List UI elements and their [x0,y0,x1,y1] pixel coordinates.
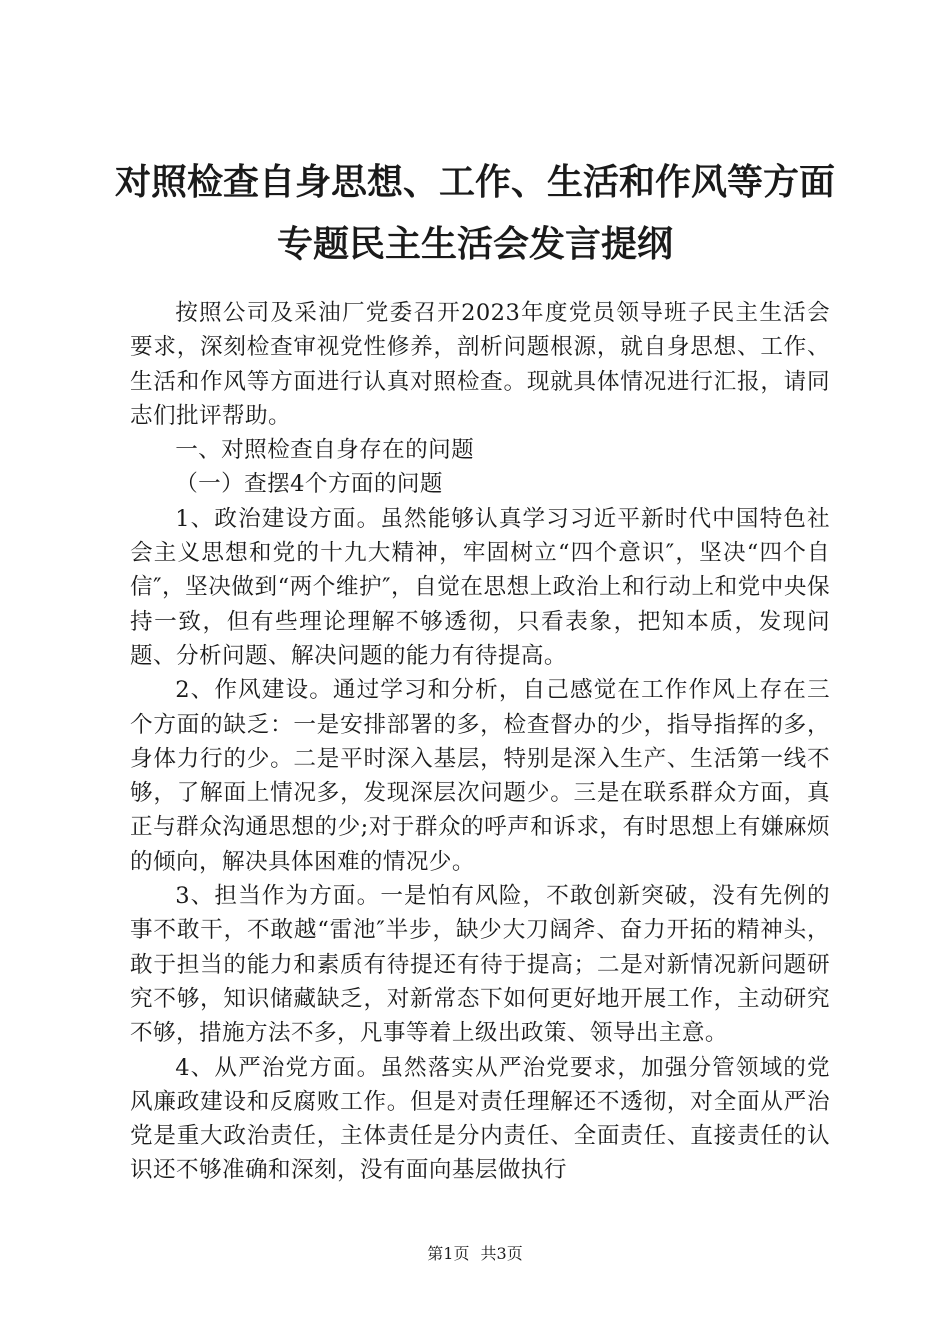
paragraph-party-governance: 4、从严治党方面。虽然落实从严治党要求，加强分管领域的党风廉政建设和反腐败工作。但是对责任理解还不透彻，对全面从严治党是重大政治责任，主体责任是分内责任、全面责任、直接责任的认识还不够准确和深刻，没有面向基层做执行 [130,1054,830,1184]
subsection-heading: （一）查摆4个方面的问题 [175,471,443,498]
paragraph-political-building: 1、政治建设方面。虽然能够认真学习习近平新时代中国特色社会主义思想和党的十九大精神，牢固树立“四个意识″，坚决“四个自信″，坚决做到“两个维护″，自觉在思想上政治上和行动上和党中央保持一致，但有些理论理解不够透彻，只看表象，把知本质，发现问题、分析问题、解决问题的能力有待提高。 [130,505,830,669]
document-title-line-2: 专题民主生活会发言提纲 [276,223,673,265]
page-number: 第1页 [427,1244,470,1263]
document-body [130,296,830,1188]
intro-paragraph: 按照公司及采油厂党委召开2023年度党员领导班子民主生活会要求，深刻检查审视党性修养，剖析问题根源，就自身思想、工作、生活和作风等方面进行认真对照检查。现就具体情况进行汇报，请同志们批评帮助。 [130,300,830,429]
paragraph-work-style: 2、作风建设。通过学习和分析，自己感觉在工作作风上存在三个方面的缺乏：一是安排部署的多，检查督办的少，指导指挥的多，身体力行的少。二是平时深入基层，特别是深入生产、生活第一线不够，了解面上情况多，发现深层次问题少。三是在联系群众方面，真正与群众沟通思想的少;对于群众的呼声和诉求，有时思想上有嫌麻烦的倾向，解决具体困难的情况少。 [130,677,830,875]
page-total: 共3页 [480,1244,523,1263]
document-title-line-1: 对照检查自身思想、工作、生活和作风等方面 [114,161,835,203]
paragraph-responsibility: 3、担当作为方面。一是怕有风险，不敢创新突破，没有先例的事不敢干，不敢越“雷池″半步，缺少大刀阔斧、奋力开拓的精神头，敢于担当的能力和素质有待提还有待于提高；二是对新情况新问题研究不够，知识储藏缺乏，对新常态下如何更好地开展工作，主动研究不够，措施方法不多，凡事等着上级出政策、领导出主意。 [130,883,830,1047]
page-footer [0,1244,950,1264]
section-heading: 一、对照检查自身存在的问题 [175,437,475,464]
